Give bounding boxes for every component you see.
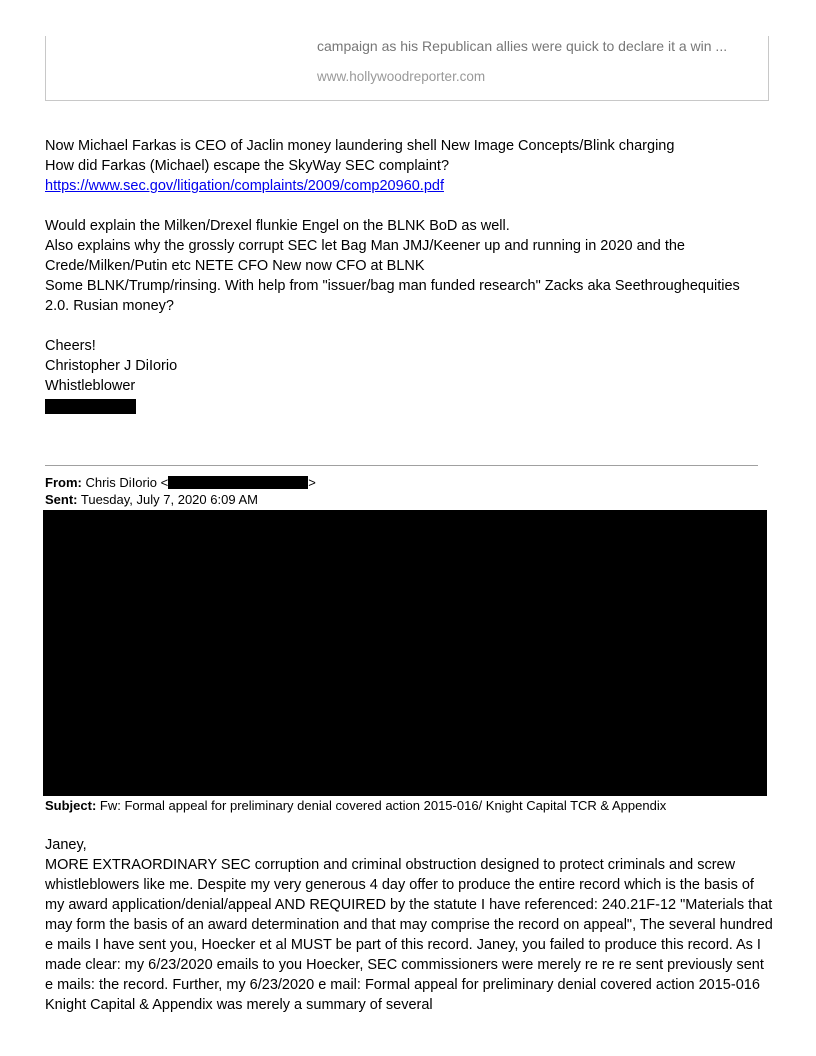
email-subject-row — [45, 797, 666, 814]
redaction-block — [43, 510, 767, 796]
from-value: Chris DiIorio < — [85, 475, 169, 490]
redaction-box — [45, 399, 136, 414]
from-label: From: — [45, 475, 82, 490]
subject-value: Fw: Formal appeal for preliminary denial covered action 2015-016/ Knight Capital TCR & Appendix — [99, 798, 667, 813]
email-sent-row — [45, 491, 258, 508]
text-line: Now Michael Farkas is CEO of Jaclin money laundering shell New Image Concepts/Blink charging — [45, 138, 675, 154]
sent-label: Sent: — [45, 492, 78, 507]
letter-paragraph: MORE EXTRAORDINARY SEC corruption and criminal obstruction designed to protect criminals and screw whistleblowers like me. Despite my very generous 4 day offer to produce the entire record which is the basis of my award application/denial/appeal AND REQUIRED by the statute I have referenced: 240.21F-12 "Materials that may form the basis of an award determination and that may comprise the record on appeal", The several hundred e mails I have sent you, Hoecker et al MUST be part of this record. Janey, you failed to produce this record. As I made clear: my 6/23/2020 emails to you Hoecker, SEC commissioners were merely re re re sent previously sent e mails: the record. Further, my 6/23/2020 e mail: Formal appeal for preliminary denial covered action 2015-016 Knight Capital & Appendix was merely a summary of several — [45, 857, 773, 1013]
link-preview-snippet: campaign as his Republican allies were quick to declare it a win ... — [317, 38, 728, 54]
subject-label: Subject: — [45, 798, 97, 813]
text-line: Some BLNK/Trump/rinsing. With help from "issuer/bag man funded research" Zacks aka Seethroughequities — [45, 278, 740, 294]
text-line: Also explains why the grossly corrupt SEC let Bag Man JMJ/Keener up and running in 2020 and the — [45, 238, 685, 254]
signature-closing: Cheers! — [45, 338, 96, 354]
text-line: How did Farkas (Michael) escape the SkyWay SEC complaint? — [45, 158, 450, 174]
paragraph-blnk — [45, 216, 740, 316]
letter-greeting: Janey, — [45, 837, 87, 853]
paragraph-farkas — [45, 136, 674, 196]
text-line: Would explain the Milken/Drexel flunkie Engel on the BLNK BoD as well. — [45, 218, 510, 234]
sent-value: Tuesday, July 7, 2020 6:09 AM — [80, 492, 258, 507]
text-line: 2.0. Rusian money? — [45, 298, 174, 314]
redaction-box — [168, 476, 308, 489]
from-close: > — [308, 475, 316, 490]
email-divider — [45, 465, 758, 466]
sec-complaint-link[interactable]: https://www.sec.gov/litigation/complaints/2009/comp20960.pdf — [45, 178, 444, 194]
link-preview-card[interactable] — [45, 36, 769, 101]
signature-block — [45, 336, 177, 420]
signature-name: Christopher J DiIorio — [45, 358, 178, 374]
email-from-row — [45, 474, 316, 491]
text-line: Crede/Milken/Putin etc NETE CFO New now CFO at BLNK — [45, 258, 425, 274]
signature-title: Whistleblower — [45, 378, 136, 394]
letter-body — [45, 835, 773, 1015]
link-preview-domain: www.hollywoodreporter.com — [317, 69, 486, 84]
